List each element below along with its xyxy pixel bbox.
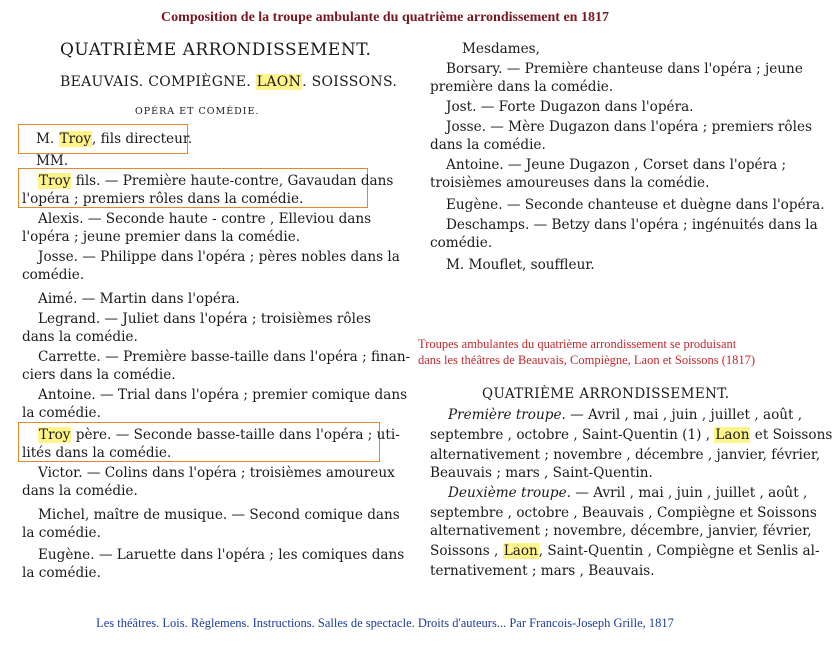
roster-line: l'opéra ; jeune premier dans la comédie. <box>22 229 301 245</box>
figure-title: Composition de la troupe ambulante du quatrième arrondissement en 1817 <box>161 10 609 25</box>
roster-line: Eugène. — Laruette dans l'opéra ; les comiques dans <box>38 547 405 563</box>
schedule-line <box>448 484 807 502</box>
schedule-line <box>430 426 832 444</box>
roster-line: Michel, maître de musique. — Second comique dans <box>38 507 400 523</box>
side-caption-line: Troupes ambulantes du quatrième arrondissement se produisant <box>418 337 737 351</box>
schedule-text: Soissons , <box>430 543 499 559</box>
schedule-text: — Avril , mai , juin , juillet , août , <box>565 407 803 423</box>
roster-line: Carrette. — Première basse-taille dans l'opéra ; finan- <box>38 349 411 365</box>
schedule-text: et Soissons <box>750 427 832 443</box>
schedule-line: septembre , octobre , Beauvais , Compiègne et Soissons <box>430 505 817 521</box>
troupe-label: Première troupe. <box>448 407 566 423</box>
mm-label: MM. <box>36 153 69 169</box>
roster-line: la comédie. <box>22 565 101 581</box>
roster-line: dans la comédie. <box>22 329 138 345</box>
highlight-troy: Troy <box>39 173 71 189</box>
roster-line: dans la comédie. <box>22 483 138 499</box>
roster-line: Josse. — Philippe dans l'opéra ; pères nobles dans la <box>38 249 400 265</box>
director-rest: , fils directeur. <box>92 131 193 147</box>
side-caption <box>418 336 796 368</box>
roster-line: Alexis. — Seconde haute - contre , Elleviou dans <box>38 211 372 227</box>
schedule-line <box>448 406 802 424</box>
highlight-troy: Troy <box>39 427 71 443</box>
side-caption-line: dans les théâtres de Beauvais, Compiègne, Laon et Soissons (1817) <box>418 353 756 367</box>
roster-line: Eugène. — Seconde chanteuse et duègne dans l'opéra. <box>446 197 825 213</box>
schedule-line: alternativement ; novembre , décembre , janvier, février, <box>430 447 821 463</box>
director-line <box>36 130 192 148</box>
schedule-text: septembre , octobre , Saint-Quentin (1) , <box>430 427 711 443</box>
roster-line: Mesdames, <box>462 41 540 57</box>
roster-line: Jost. — Forte Dugazon dans l'opéra. <box>446 99 694 115</box>
troy-fils-line2: l'opéra ; premiers rôles dans la comédie. <box>22 191 304 207</box>
schedule-line: Beauvais ; mars , Saint-Quentin. <box>430 465 653 481</box>
roster-line: Antoine. — Trial dans l'opéra ; premier comique dans <box>38 387 408 403</box>
troupe-label: Deuxième troupe. <box>448 485 571 501</box>
roster-line: Victor. — Colins dans l'opéra ; troisièmes amoureux <box>38 465 395 481</box>
roster-line: dans la comédie. <box>430 137 546 153</box>
schedule-text: — Avril , mai , juin , juillet , août , <box>570 485 808 501</box>
scan-genre: OPÉRA ET COMÉDIE. <box>135 106 260 117</box>
roster-line: Josse. — Mère Dugazon dans l'opéra ; premiers rôles <box>446 119 812 135</box>
scan-towns <box>60 74 397 90</box>
schedule-line <box>430 542 820 560</box>
troy-fils-line1 <box>38 172 393 190</box>
roster-line: troisièmes amoureuses dans la comédie. <box>430 175 710 191</box>
highlight-laon: Laon <box>715 427 750 443</box>
roster-line: Aimé. — Martin dans l'opéra. <box>38 291 240 307</box>
troy-pere-line2: lités dans la comédie. <box>22 445 172 461</box>
troy-pere-text: père. — Seconde basse-taille dans l'opéra ; uti- <box>71 427 400 443</box>
source-citation: Les théâtres. Lois. Règlemens. Instructions. Salles de spectacle. Droits d'auteurs... Par Francois-Joseph Grille, 1817 <box>96 616 674 630</box>
roster-line: la comédie. <box>22 525 101 541</box>
troy-fils-text: fils. — Première haute-contre, Gavaudan dans <box>71 173 394 189</box>
roster-line: comédie. <box>22 267 85 283</box>
schedule-line: ternativement ; mars , Beauvais. <box>430 563 655 579</box>
roster-line: Antoine. — Jeune Dugazon , Corset dans l'opéra ; <box>446 157 787 173</box>
towns-text: . SOISSONS. <box>302 74 398 90</box>
towns-text: BEAUVAIS. COMPIÈGNE. <box>60 74 252 90</box>
scan-heading: QUATRIÈME ARRONDISSEMENT. <box>482 386 730 402</box>
roster-line: la comédie. <box>22 405 101 421</box>
schedule-text: , Saint-Quentin , Compiègne et Senlis al- <box>538 543 820 559</box>
schedule-line: alternativement ; novembre, décembre, janvier, février, <box>430 523 812 539</box>
highlight-laon: LAON <box>256 74 302 90</box>
roster-line: Legrand. — Juliet dans l'opéra ; troisièmes rôles <box>38 311 371 327</box>
roster-line: ciers dans la comédie. <box>22 367 176 383</box>
troy-pere-line1 <box>38 426 400 444</box>
roster-line: comédie. <box>430 235 493 251</box>
highlight-laon: Laon <box>503 543 538 559</box>
roster-line: Borsary. — Première chanteuse dans l'opéra ; jeune <box>446 61 803 77</box>
roster-line: Deschamps. — Betzy dans l'opéra ; ingénuités dans la <box>446 217 818 233</box>
director-prefix: M. <box>36 131 55 147</box>
highlight-troy: Troy <box>59 131 92 147</box>
roster-line: M. Mouflet, souffleur. <box>446 257 595 273</box>
roster-line: première dans la comédie. <box>430 79 614 95</box>
scan-heading: QUATRIÈME ARRONDISSEMENT. <box>60 40 372 60</box>
